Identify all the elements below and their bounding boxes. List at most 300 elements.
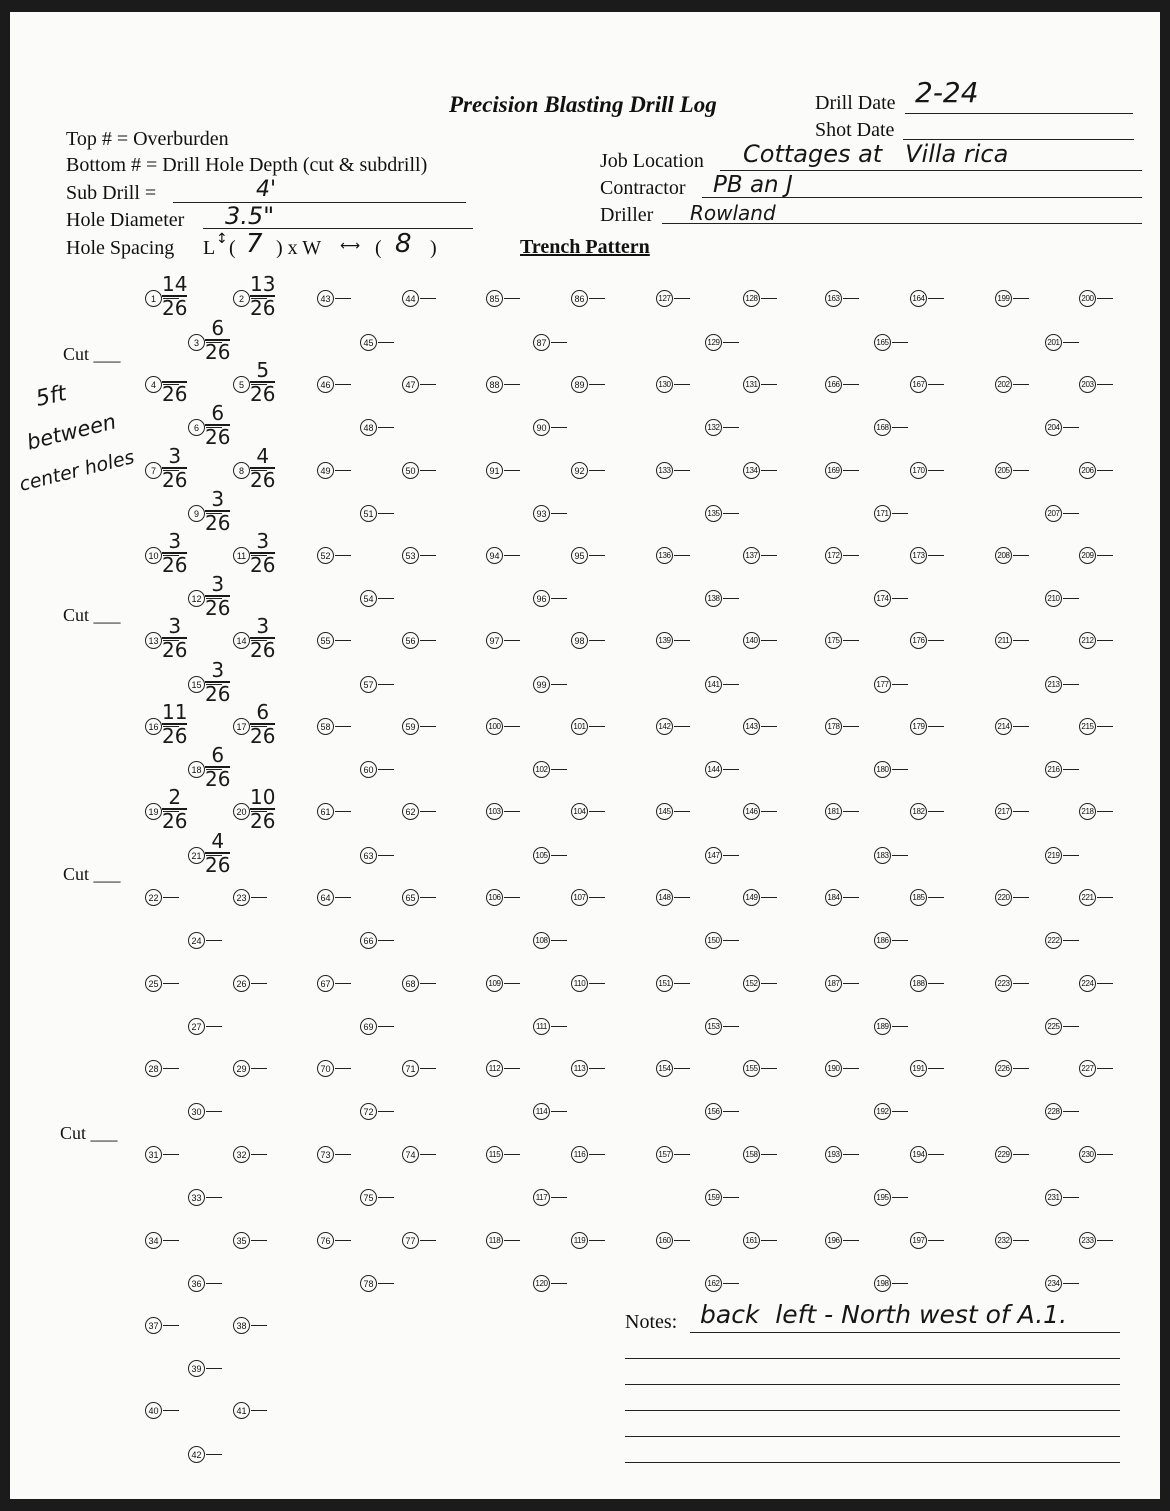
- driller-label: Driller: [600, 204, 654, 226]
- drill-hole-24[interactable]: 24: [188, 932, 205, 949]
- drill-hole-112[interactable]: 112: [486, 1060, 503, 1077]
- drill-hole-146[interactable]: 146: [743, 803, 760, 820]
- drill-hole-114[interactable]: 114: [533, 1103, 550, 1120]
- hole-reading-15: [205, 660, 230, 704]
- drill-hole-48[interactable]: 48: [360, 419, 377, 436]
- hole-top-reading: 3: [168, 444, 182, 468]
- hole-entry-line: [420, 470, 436, 471]
- spacing-w-close: ): [430, 237, 437, 259]
- hole-entry-line: [1013, 897, 1029, 898]
- drill-hole-198[interactable]: 198: [874, 1275, 891, 1292]
- drill-hole-113[interactable]: 113: [571, 1060, 588, 1077]
- drill-hole-69[interactable]: 69: [360, 1018, 377, 1035]
- drill-hole-223[interactable]: 223: [995, 975, 1012, 992]
- drill-hole-176[interactable]: 176: [910, 632, 927, 649]
- hole-entry-line: [761, 983, 777, 984]
- hole-reading-5: [250, 360, 275, 404]
- drill-hole-96[interactable]: 96: [533, 590, 550, 607]
- drill-hole-161[interactable]: 161: [743, 1232, 760, 1249]
- drill-hole-182[interactable]: 182: [910, 803, 927, 820]
- drill-hole-115[interactable]: 115: [486, 1146, 503, 1163]
- drill-hole-6[interactable]: 6: [188, 419, 205, 436]
- drill-hole-171[interactable]: 171: [874, 505, 891, 522]
- hole-entry-line: [551, 940, 567, 941]
- drill-hole-76[interactable]: 76: [317, 1232, 334, 1249]
- drill-hole-28[interactable]: 28: [145, 1060, 162, 1077]
- drill-hole-214[interactable]: 214: [995, 718, 1012, 735]
- drill-hole-152[interactable]: 152: [743, 975, 760, 992]
- drill-hole-225[interactable]: 225: [1045, 1018, 1062, 1035]
- drill-hole-165[interactable]: 165: [874, 334, 891, 351]
- drill-hole-13[interactable]: 13: [145, 632, 162, 649]
- hole-entry-line: [206, 940, 222, 941]
- hole-entry-line: [1097, 897, 1113, 898]
- drill-hole-8[interactable]: 8: [233, 462, 250, 479]
- drill-hole-53[interactable]: 53: [402, 547, 419, 564]
- drill-hole-91[interactable]: 91: [486, 462, 503, 479]
- drill-hole-150[interactable]: 150: [705, 932, 722, 949]
- drill-hole-85[interactable]: 85: [486, 290, 503, 307]
- drill-hole-1[interactable]: 1: [145, 290, 162, 307]
- drill-hole-57[interactable]: 57: [360, 676, 377, 693]
- drill-hole-70[interactable]: 70: [317, 1060, 334, 1077]
- drill-date-value[interactable]: 2-24: [915, 76, 979, 109]
- drill-hole-139[interactable]: 139: [656, 632, 673, 649]
- drill-hole-166[interactable]: 166: [825, 376, 842, 393]
- drill-hole-120[interactable]: 120: [533, 1275, 550, 1292]
- hole-entry-line: [928, 726, 944, 727]
- drill-hole-93[interactable]: 93: [533, 505, 550, 522]
- side-note-line1: 5ft: [33, 381, 69, 412]
- drill-hole-89[interactable]: 89: [571, 376, 588, 393]
- hole-bottom-reading: 26: [205, 596, 231, 620]
- drill-hole-163[interactable]: 163: [825, 290, 842, 307]
- hole-bottom-reading: 26: [250, 809, 276, 833]
- hole-bottom-reading: 26: [162, 382, 188, 406]
- drill-hole-62[interactable]: 62: [402, 803, 419, 820]
- drill-hole-61[interactable]: 61: [317, 803, 334, 820]
- drill-hole-107[interactable]: 107: [571, 889, 588, 906]
- hole-entry-line: [761, 555, 777, 556]
- drill-hole-128[interactable]: 128: [743, 290, 760, 307]
- drill-hole-21[interactable]: 21: [188, 847, 205, 864]
- hole-top-reading: 6: [256, 700, 270, 724]
- drill-hole-99[interactable]: 99: [533, 676, 550, 693]
- drill-hole-59[interactable]: 59: [402, 718, 419, 735]
- drill-hole-10[interactable]: 10: [145, 547, 162, 564]
- drill-hole-162[interactable]: 162: [705, 1275, 722, 1292]
- drill-hole-233[interactable]: 233: [1079, 1232, 1096, 1249]
- drill-hole-160[interactable]: 160: [656, 1232, 673, 1249]
- drill-hole-137[interactable]: 137: [743, 547, 760, 564]
- drill-hole-143[interactable]: 143: [743, 718, 760, 735]
- hole-bottom-reading: 26: [162, 724, 188, 748]
- drill-hole-41[interactable]: 41: [233, 1402, 250, 1419]
- drill-hole-227[interactable]: 227: [1079, 1060, 1096, 1077]
- drill-hole-183[interactable]: 183: [874, 847, 891, 864]
- drill-hole-32[interactable]: 32: [233, 1146, 250, 1163]
- notes-line: [625, 1436, 1120, 1437]
- hole-entry-line: [420, 811, 436, 812]
- drill-hole-156[interactable]: 156: [705, 1103, 722, 1120]
- drill-hole-164[interactable]: 164: [910, 290, 927, 307]
- drill-hole-130[interactable]: 130: [656, 376, 673, 393]
- drill-hole-109[interactable]: 109: [486, 975, 503, 992]
- drill-hole-110[interactable]: 110: [571, 975, 588, 992]
- drill-hole-145[interactable]: 145: [656, 803, 673, 820]
- drill-hole-205[interactable]: 205: [995, 462, 1012, 479]
- drill-hole-44[interactable]: 44: [402, 290, 419, 307]
- hole-entry-line: [589, 470, 605, 471]
- drill-hole-190[interactable]: 190: [825, 1060, 842, 1077]
- hole-top-reading: 11: [162, 700, 188, 724]
- drill-hole-51[interactable]: 51: [360, 505, 377, 522]
- drill-hole-222[interactable]: 222: [1045, 932, 1062, 949]
- drill-hole-141[interactable]: 141: [705, 676, 722, 693]
- drill-hole-155[interactable]: 155: [743, 1060, 760, 1077]
- drill-hole-30[interactable]: 30: [188, 1103, 205, 1120]
- drill-hole-74[interactable]: 74: [402, 1146, 419, 1163]
- drill-hole-127[interactable]: 127: [656, 290, 673, 307]
- drill-hole-86[interactable]: 86: [571, 290, 588, 307]
- spacing-l-value[interactable]: 7: [246, 229, 263, 259]
- drill-hole-173[interactable]: 173: [910, 547, 927, 564]
- drill-hole-92[interactable]: 92: [571, 462, 588, 479]
- drill-hole-136[interactable]: 136: [656, 547, 673, 564]
- hole-entry-line: [589, 1154, 605, 1155]
- hole-entry-line: [843, 983, 859, 984]
- hole-entry-line: [378, 1111, 394, 1112]
- drill-hole-159[interactable]: 159: [705, 1189, 722, 1206]
- drill-hole-18[interactable]: 18: [188, 761, 205, 778]
- drill-hole-50[interactable]: 50: [402, 462, 419, 479]
- drill-hole-65[interactable]: 65: [402, 889, 419, 906]
- hole-entry-line: [1063, 1283, 1079, 1284]
- drill-hole-14[interactable]: 14: [233, 632, 250, 649]
- drill-hole-178[interactable]: 178: [825, 718, 842, 735]
- drill-hole-25[interactable]: 25: [145, 975, 162, 992]
- hole-reading-8: [250, 446, 275, 490]
- hole-entry-line: [504, 555, 520, 556]
- drill-hole-35[interactable]: 35: [233, 1232, 250, 1249]
- hole-entry-line: [251, 1240, 267, 1241]
- drill-hole-38[interactable]: 38: [233, 1317, 250, 1334]
- drill-hole-149[interactable]: 149: [743, 889, 760, 906]
- hole-entry-line: [335, 1240, 351, 1241]
- drill-hole-202[interactable]: 202: [995, 376, 1012, 393]
- drill-hole-215[interactable]: 215: [1079, 718, 1096, 735]
- drill-hole-58[interactable]: 58: [317, 718, 334, 735]
- hole-entry-line: [892, 342, 908, 343]
- drill-hole-228[interactable]: 228: [1045, 1103, 1062, 1120]
- drill-hole-90[interactable]: 90: [533, 419, 550, 436]
- hole-top-reading: 2: [168, 785, 182, 809]
- drill-hole-203[interactable]: 203: [1079, 376, 1096, 393]
- drill-hole-108[interactable]: 108: [533, 932, 550, 949]
- drill-hole-43[interactable]: 43: [317, 290, 334, 307]
- drill-hole-140[interactable]: 140: [743, 632, 760, 649]
- drill-hole-77[interactable]: 77: [402, 1232, 419, 1249]
- drill-hole-29[interactable]: 29: [233, 1060, 250, 1077]
- drill-hole-134[interactable]: 134: [743, 462, 760, 479]
- drill-hole-22[interactable]: 22: [145, 889, 162, 906]
- drill-hole-46[interactable]: 46: [317, 376, 334, 393]
- notes-value[interactable]: back left - North west of A.1.: [700, 1300, 1068, 1329]
- hole-entry-line: [723, 1283, 739, 1284]
- hole-entry-line: [206, 1197, 222, 1198]
- drill-hole-27[interactable]: 27: [188, 1018, 205, 1035]
- drill-hole-55[interactable]: 55: [317, 632, 334, 649]
- hole-entry-line: [761, 640, 777, 641]
- drill-hole-12[interactable]: 12: [188, 590, 205, 607]
- drill-hole-153[interactable]: 153: [705, 1018, 722, 1035]
- drill-hole-169[interactable]: 169: [825, 462, 842, 479]
- drill-hole-54[interactable]: 54: [360, 590, 377, 607]
- hole-entry-line: [1097, 983, 1113, 984]
- hole-top-reading: 4: [211, 829, 225, 853]
- drill-hole-181[interactable]: 181: [825, 803, 842, 820]
- hole-entry-line: [843, 1240, 859, 1241]
- drill-hole-212[interactable]: 212: [1079, 632, 1096, 649]
- drill-hole-7[interactable]: 7: [145, 462, 162, 479]
- hole-reading-13: [162, 616, 187, 660]
- drill-hole-179[interactable]: 179: [910, 718, 927, 735]
- drill-hole-20[interactable]: 20: [233, 803, 250, 820]
- hole-entry-line: [1013, 1154, 1029, 1155]
- drill-hole-72[interactable]: 72: [360, 1103, 377, 1120]
- drill-hole-207[interactable]: 207: [1045, 505, 1062, 522]
- drill-hole-105[interactable]: 105: [533, 847, 550, 864]
- drill-hole-196[interactable]: 196: [825, 1232, 842, 1249]
- drill-hole-174[interactable]: 174: [874, 590, 891, 607]
- drill-hole-119[interactable]: 119: [571, 1232, 588, 1249]
- drill-hole-78[interactable]: 78: [360, 1275, 377, 1292]
- drill-hole-226[interactable]: 226: [995, 1060, 1012, 1077]
- drill-hole-4[interactable]: 4: [145, 376, 162, 393]
- drill-hole-224[interactable]: 224: [1079, 975, 1096, 992]
- drill-hole-16[interactable]: 16: [145, 718, 162, 735]
- hole-entry-line: [761, 1068, 777, 1069]
- hole-entry-line: [589, 555, 605, 556]
- drill-hole-219[interactable]: 219: [1045, 847, 1062, 864]
- drill-hole-52[interactable]: 52: [317, 547, 334, 564]
- drill-hole-31[interactable]: 31: [145, 1146, 162, 1163]
- drill-hole-45[interactable]: 45: [360, 334, 377, 351]
- hole-entry-line: [723, 1026, 739, 1027]
- drill-hole-195[interactable]: 195: [874, 1189, 891, 1206]
- drill-hole-5[interactable]: 5: [233, 376, 250, 393]
- drill-hole-180[interactable]: 180: [874, 761, 891, 778]
- drill-hole-154[interactable]: 154: [656, 1060, 673, 1077]
- drill-hole-157[interactable]: 157: [656, 1146, 673, 1163]
- hole-entry-line: [674, 298, 690, 299]
- hole-entry-line: [504, 726, 520, 727]
- drill-hole-95[interactable]: 95: [571, 547, 588, 564]
- drill-hole-9[interactable]: 9: [188, 505, 205, 522]
- drill-hole-138[interactable]: 138: [705, 590, 722, 607]
- drill-hole-194[interactable]: 194: [910, 1146, 927, 1163]
- drill-hole-189[interactable]: 189: [874, 1018, 891, 1035]
- drill-hole-56[interactable]: 56: [402, 632, 419, 649]
- drill-hole-71[interactable]: 71: [402, 1060, 419, 1077]
- drill-hole-64[interactable]: 64: [317, 889, 334, 906]
- cut-label: Cut ___: [63, 344, 121, 364]
- hole-entry-line: [504, 983, 520, 984]
- drill-hole-217[interactable]: 217: [995, 803, 1012, 820]
- drill-hole-220[interactable]: 220: [995, 889, 1012, 906]
- hole-entry-line: [674, 1240, 690, 1241]
- drill-hole-23[interactable]: 23: [233, 889, 250, 906]
- drill-hole-147[interactable]: 147: [705, 847, 722, 864]
- drill-hole-208[interactable]: 208: [995, 547, 1012, 564]
- drill-hole-103[interactable]: 103: [486, 803, 503, 820]
- hole-entry-line: [674, 1154, 690, 1155]
- drill-hole-49[interactable]: 49: [317, 462, 334, 479]
- hole-reading-3: [205, 318, 230, 362]
- drill-hole-3[interactable]: 3: [188, 334, 205, 351]
- drill-hole-186[interactable]: 186: [874, 932, 891, 949]
- drill-hole-172[interactable]: 172: [825, 547, 842, 564]
- drill-hole-88[interactable]: 88: [486, 376, 503, 393]
- drill-hole-148[interactable]: 148: [656, 889, 673, 906]
- drill-hole-210[interactable]: 210: [1045, 590, 1062, 607]
- drill-hole-68[interactable]: 68: [402, 975, 419, 992]
- drill-hole-206[interactable]: 206: [1079, 462, 1096, 479]
- drill-hole-167[interactable]: 167: [910, 376, 927, 393]
- drill-hole-133[interactable]: 133: [656, 462, 673, 479]
- hole-top-reading: 4: [256, 444, 270, 468]
- drill-hole-200[interactable]: 200: [1079, 290, 1096, 307]
- drill-hole-158[interactable]: 158: [743, 1146, 760, 1163]
- drill-hole-87[interactable]: 87: [533, 334, 550, 351]
- drill-hole-111[interactable]: 111: [533, 1018, 550, 1035]
- drill-hole-191[interactable]: 191: [910, 1060, 927, 1077]
- job-location-value[interactable]: Cottages at Villa rica: [743, 140, 1009, 168]
- drill-hole-101[interactable]: 101: [571, 718, 588, 735]
- drill-hole-211[interactable]: 211: [995, 632, 1012, 649]
- drill-hole-19[interactable]: 19: [145, 803, 162, 820]
- drill-hole-42[interactable]: 42: [188, 1446, 205, 1463]
- drill-hole-97[interactable]: 97: [486, 632, 503, 649]
- hole-diameter-value[interactable]: 3.5": [225, 202, 275, 230]
- hole-entry-line: [843, 1154, 859, 1155]
- drill-hole-232[interactable]: 232: [995, 1232, 1012, 1249]
- drill-hole-204[interactable]: 204: [1045, 419, 1062, 436]
- drill-hole-185[interactable]: 185: [910, 889, 927, 906]
- drill-hole-231[interactable]: 231: [1045, 1189, 1062, 1206]
- hole-entry-line: [928, 1068, 944, 1069]
- drill-hole-168[interactable]: 168: [874, 419, 891, 436]
- drill-hole-106[interactable]: 106: [486, 889, 503, 906]
- drill-hole-216[interactable]: 216: [1045, 761, 1062, 778]
- hole-entry-line: [378, 513, 394, 514]
- drill-hole-230[interactable]: 230: [1079, 1146, 1096, 1163]
- drill-hole-129[interactable]: 129: [705, 334, 722, 351]
- driller-value[interactable]: Rowland: [690, 201, 776, 225]
- drill-hole-221[interactable]: 221: [1079, 889, 1096, 906]
- drill-hole-60[interactable]: 60: [360, 761, 377, 778]
- drill-hole-39[interactable]: 39: [188, 1360, 205, 1377]
- drill-hole-94[interactable]: 94: [486, 547, 503, 564]
- drill-hole-170[interactable]: 170: [910, 462, 927, 479]
- drill-hole-47[interactable]: 47: [402, 376, 419, 393]
- drill-hole-144[interactable]: 144: [705, 761, 722, 778]
- drill-hole-37[interactable]: 37: [145, 1317, 162, 1334]
- drill-hole-104[interactable]: 104: [571, 803, 588, 820]
- drill-hole-135[interactable]: 135: [705, 505, 722, 522]
- hole-entry-line: [378, 769, 394, 770]
- drill-hole-98[interactable]: 98: [571, 632, 588, 649]
- drill-hole-102[interactable]: 102: [533, 761, 550, 778]
- hole-entry-line: [1063, 427, 1079, 428]
- spacing-w-value[interactable]: 8: [395, 229, 412, 259]
- hole-entry-line: [378, 1197, 394, 1198]
- drill-hole-177[interactable]: 177: [874, 676, 891, 693]
- drill-hole-187[interactable]: 187: [825, 975, 842, 992]
- cut-label: Cut ___: [63, 605, 121, 625]
- drill-hole-197[interactable]: 197: [910, 1232, 927, 1249]
- drill-hole-100[interactable]: 100: [486, 718, 503, 735]
- drill-hole-2[interactable]: 2: [233, 290, 250, 307]
- hole-entry-line: [589, 298, 605, 299]
- hole-bottom-reading: 26: [162, 468, 188, 492]
- hole-entry-line: [335, 555, 351, 556]
- drill-hole-229[interactable]: 229: [995, 1146, 1012, 1163]
- drill-hole-234[interactable]: 234: [1045, 1275, 1062, 1292]
- drill-hole-26[interactable]: 26: [233, 975, 250, 992]
- drill-hole-117[interactable]: 117: [533, 1189, 550, 1206]
- drill-hole-213[interactable]: 213: [1045, 676, 1062, 693]
- drill-hole-193[interactable]: 193: [825, 1146, 842, 1163]
- drill-hole-209[interactable]: 209: [1079, 547, 1096, 564]
- drill-hole-73[interactable]: 73: [317, 1146, 334, 1163]
- contractor-value[interactable]: PB an J: [713, 172, 793, 198]
- sub-drill-value[interactable]: 4': [256, 177, 277, 202]
- hole-entry-line: [723, 342, 739, 343]
- hole-entry-line: [163, 1325, 179, 1326]
- drill-hole-131[interactable]: 131: [743, 376, 760, 393]
- hole-entry-line: [674, 555, 690, 556]
- drill-hole-66[interactable]: 66: [360, 932, 377, 949]
- drill-hole-116[interactable]: 116: [571, 1146, 588, 1163]
- drill-hole-17[interactable]: 17: [233, 718, 250, 735]
- drill-hole-33[interactable]: 33: [188, 1189, 205, 1206]
- drill-hole-36[interactable]: 36: [188, 1275, 205, 1292]
- drill-hole-192[interactable]: 192: [874, 1103, 891, 1120]
- hole-top-reading: 6: [211, 743, 225, 767]
- notes-line: [625, 1358, 1120, 1359]
- drill-hole-67[interactable]: 67: [317, 975, 334, 992]
- drill-hole-199[interactable]: 199: [995, 290, 1012, 307]
- spacing-l-open: (: [229, 237, 236, 259]
- drill-hole-218[interactable]: 218: [1079, 803, 1096, 820]
- drill-hole-75[interactable]: 75: [360, 1189, 377, 1206]
- drill-hole-151[interactable]: 151: [656, 975, 673, 992]
- drill-hole-11[interactable]: 11: [233, 547, 250, 564]
- drill-hole-63[interactable]: 63: [360, 847, 377, 864]
- drill-hole-15[interactable]: 15: [188, 676, 205, 693]
- drill-hole-201[interactable]: 201: [1045, 334, 1062, 351]
- drill-hole-188[interactable]: 188: [910, 975, 927, 992]
- drill-hole-184[interactable]: 184: [825, 889, 842, 906]
- drill-hole-40[interactable]: 40: [145, 1402, 162, 1419]
- drill-hole-142[interactable]: 142: [656, 718, 673, 735]
- drill-hole-118[interactable]: 118: [486, 1232, 503, 1249]
- drill-hole-34[interactable]: 34: [145, 1232, 162, 1249]
- drill-hole-175[interactable]: 175: [825, 632, 842, 649]
- hole-entry-line: [551, 769, 567, 770]
- drill-hole-132[interactable]: 132: [705, 419, 722, 436]
